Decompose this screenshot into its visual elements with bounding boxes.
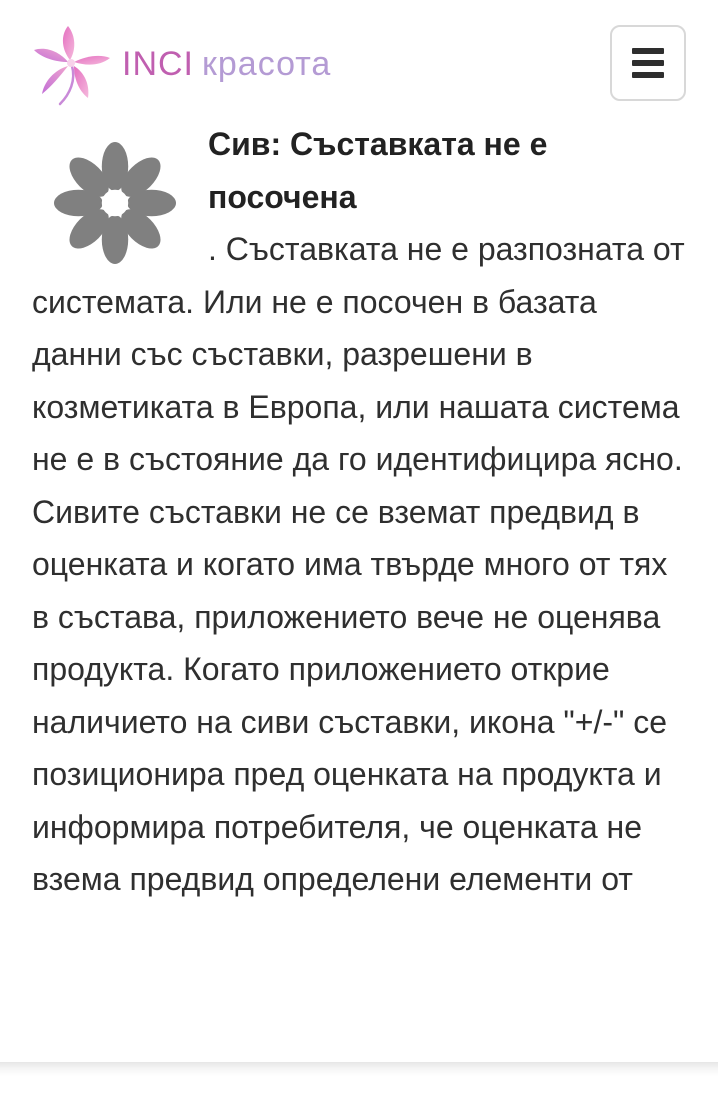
hamburger-menu-icon-bar bbox=[632, 60, 664, 66]
menu-button[interactable] bbox=[610, 25, 686, 101]
brand-name bbox=[122, 47, 331, 81]
bottom-bar-shadow bbox=[0, 1062, 718, 1096]
site-logo[interactable] bbox=[30, 22, 331, 106]
brand-name-inci: INCI bbox=[122, 45, 194, 83]
ingredient-description: . Съставката не е разпозната от системата. Или не е посочен в базата данни със съставки, разрешени в козметиката в Европа, или нашата система не е в състояние да го идентифицира ясно. Сивите съставки не се вземат предвид в оценката и когато има твърде много от тях в състава, приложението вече не оценява продукта. Когато приложението открие наличието на сиви съставки, икона "+/-" се позиционира пред оценката на продукта и информира потребителя, че оценката не взема предвид определени елементи от bbox=[32, 231, 685, 897]
gray-flower-icon bbox=[54, 142, 176, 264]
ingredient-info bbox=[32, 118, 692, 906]
brand-name-krasota: красота bbox=[202, 45, 332, 83]
hamburger-menu-icon-bar bbox=[632, 72, 664, 78]
ingredient-title: Сив: Съставката не е посочена bbox=[208, 126, 548, 215]
site-header bbox=[0, 0, 718, 120]
lily-flower-icon bbox=[30, 22, 114, 106]
hamburger-menu-icon bbox=[632, 48, 664, 54]
